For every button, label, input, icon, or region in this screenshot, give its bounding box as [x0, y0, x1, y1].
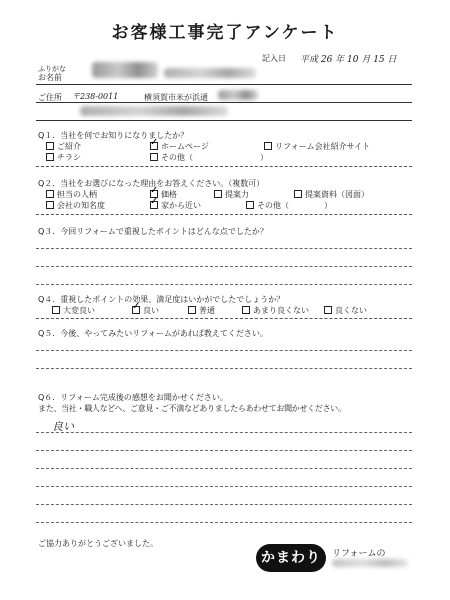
address-text: 横須賀市米が浜通	[144, 93, 208, 102]
q1-checkbox-4[interactable]	[46, 153, 54, 161]
q3-answer-line-3[interactable]	[36, 284, 412, 285]
logo-caption: リフォームの	[332, 549, 386, 559]
q2-option-3[interactable]: 提案力	[214, 189, 249, 200]
q1-option-4[interactable]: チラシ	[46, 152, 81, 163]
q2-label: Q２．当社をお選びになった理由をお答えください。（複数可）	[38, 179, 265, 188]
q4-option-4[interactable]: あまり良くない	[242, 305, 309, 316]
q2-checkbox-5[interactable]	[46, 201, 54, 209]
q4-option-3[interactable]: 普通	[188, 305, 215, 316]
address-underline-2	[36, 120, 412, 121]
redacted-name	[92, 62, 158, 78]
q4-checkbox-2[interactable]	[132, 306, 140, 314]
q4-checkbox-1[interactable]	[52, 306, 60, 314]
q1-option-1[interactable]: ご紹介	[46, 141, 81, 152]
q1-label: Q１．当社を何でお知りになりましたか？	[38, 131, 189, 140]
address-label: ご住所	[38, 93, 62, 102]
q6-answer-line-5[interactable]	[36, 504, 412, 505]
q6-answer-line-1[interactable]	[36, 432, 412, 433]
q4-option-2[interactable]: ✓ 良い	[132, 305, 159, 316]
q1-option-2[interactable]: ✓ ホームページ	[150, 141, 209, 152]
address-underline	[36, 102, 412, 103]
q6-answer: 良い	[52, 420, 74, 433]
q3-label: Q３．今回リフォームで重視したポイントはどんな点でしたか？	[38, 227, 268, 236]
q2-option-2[interactable]: ✓ 価格	[150, 189, 177, 200]
q2-option-1[interactable]: 担当の人柄	[46, 189, 97, 200]
q2-option-6[interactable]: ✓ 家から近い	[150, 200, 201, 211]
q6-answer-line-6[interactable]	[36, 522, 412, 523]
thanks-text: ご協力ありがとうございました。	[38, 539, 158, 548]
q2-checkbox-7[interactable]	[246, 201, 254, 209]
q1-checkbox-2[interactable]	[150, 142, 158, 150]
postal-code: 〒238-0011	[72, 92, 119, 101]
q2-close-paren: ）	[324, 201, 332, 210]
q2-checkbox-6[interactable]	[150, 201, 158, 209]
q5-answer-line-2[interactable]	[36, 368, 412, 369]
name-label: お名前	[38, 73, 62, 82]
q4-checkbox-5[interactable]	[324, 306, 332, 314]
q4-option-5[interactable]: 良くない	[324, 305, 367, 316]
q2-checkbox-3[interactable]	[214, 190, 222, 198]
date-value: 平成 26 年 10 月 15 日	[300, 55, 397, 65]
q2-option-7[interactable]: その他（	[246, 200, 289, 211]
q1-divider	[36, 166, 412, 167]
q1-option-3[interactable]: リフォーム会社紹介サイト	[264, 141, 370, 152]
q4-checkbox-4[interactable]	[242, 306, 250, 314]
q4-checkbox-3[interactable]	[188, 306, 196, 314]
redacted-address	[218, 90, 258, 100]
q4-option-1[interactable]: 大変良い	[52, 305, 95, 316]
furigana-label: ふりがな	[38, 65, 66, 73]
q6-label-2: また、当社・職人などへ、ご意見・ご不満などありましたらあわせてお聞かせください。	[38, 404, 346, 413]
q6-label: Q６．リフォーム完成後の感想をお聞かせください。	[38, 393, 228, 402]
q2-checkbox-1[interactable]	[46, 190, 54, 198]
redacted-name-extra	[164, 68, 256, 78]
q1-checkbox-1[interactable]	[46, 142, 54, 150]
q6-answer-line-2[interactable]	[36, 450, 412, 451]
q3-answer-line-1[interactable]	[36, 248, 412, 249]
form-title: お客様工事完了アンケート	[111, 23, 339, 43]
q4-label: Q４．重視したポイントの効果、満足度はいかがでしたでしょうか？	[38, 295, 285, 304]
q2-option-4[interactable]: 提案資料（図面）	[294, 189, 369, 200]
q1-close-paren: ）	[260, 153, 268, 162]
q5-answer-line-1[interactable]	[36, 350, 412, 351]
q1-checkbox-5[interactable]	[150, 153, 158, 161]
q1-checkbox-3[interactable]	[264, 142, 272, 150]
q6-answer-line-3[interactable]	[36, 468, 412, 469]
q3-answer-line-2[interactable]	[36, 266, 412, 267]
q2-option-5[interactable]: 会社の知名度	[46, 200, 105, 211]
logo-caption-blurred	[332, 559, 408, 567]
q5-label: Q５．今後、やってみたいリフォームがあれば教えてください。	[38, 329, 268, 338]
company-logo: かまわり	[256, 544, 326, 572]
q1-option-5[interactable]: その他（	[150, 152, 193, 163]
name-underline	[36, 84, 412, 85]
date-label: 記入日	[262, 54, 286, 63]
q2-divider	[36, 214, 412, 215]
redacted-address-2	[80, 106, 228, 116]
q6-answer-line-4[interactable]	[36, 486, 412, 487]
q4-divider	[36, 318, 412, 319]
q2-checkbox-4[interactable]	[294, 190, 302, 198]
